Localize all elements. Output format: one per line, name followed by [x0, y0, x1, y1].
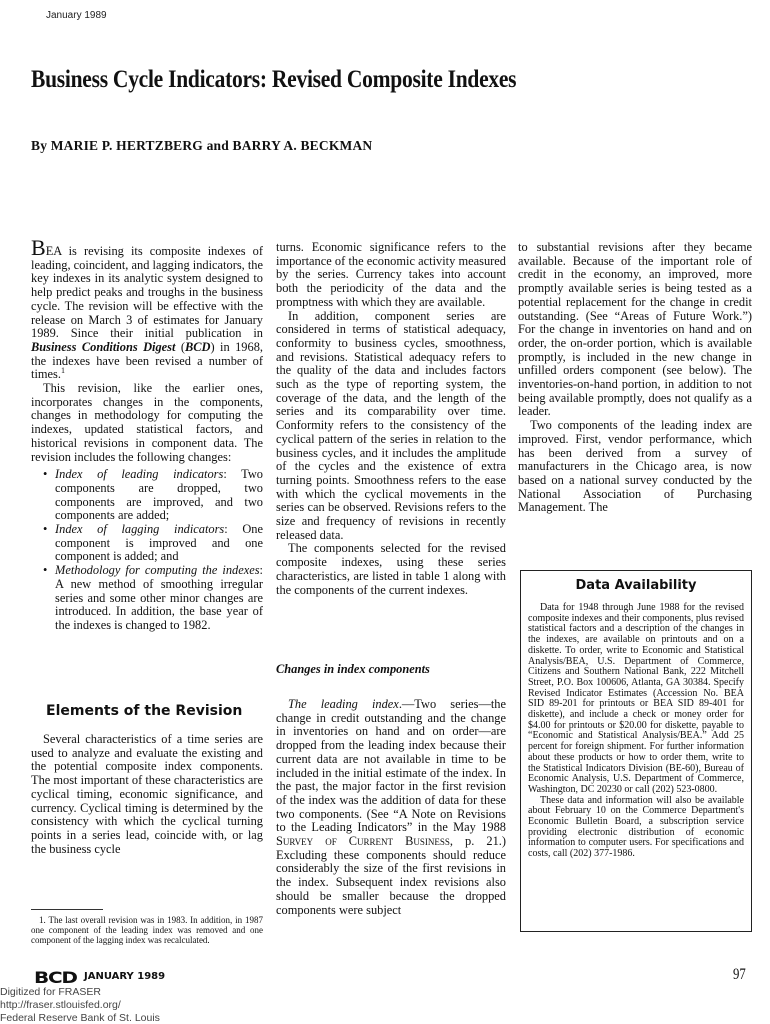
box-paragraph: These data and information will also be available about February 10 on the Commerce Department's Economic Bulletin Board, a subscription service providing electronic distribution of economic information to computer users. For specifications and costs, call (202) 377-1986. — [528, 794, 744, 860]
column-1-continued — [31, 733, 263, 856]
footnote-divider — [31, 909, 103, 910]
byline: By MARIE P. HERTZBERG and BARRY A. BECKMAN — [31, 138, 373, 153]
paragraph: The leading index.—Two series—the change in credit outstanding and the change in inventories on hand and on order—are dropped from the leading index because their current data are not available in time to be included in the initial estimate of the index. In the past, the major factor in the first revision of the index was the addition of data for these two components. (See “A Note on Revisions to the Leading Indicators” in the May 1988 Survey of Current Business, p. 21.) Excluding these components should reduce considerably the size of the first revisions in the index. Subsequent index revisions also should be smaller because the dropped components were subject — [276, 697, 506, 917]
paragraph: This revision, like the earlier ones, incorporates changes in the components, changes in methodology for computing the indexes, updated statistical factors, and historical revisions in component data. The revision includes the following changes: — [31, 381, 263, 464]
section-heading: Elements of the Revision — [46, 703, 243, 719]
column-2-continued — [276, 698, 506, 917]
drop-cap: B — [31, 235, 46, 260]
footnote: 1. The last overall revision was in 1983. In addition, in 1987 one component of the leading index was removed and one component of the lagging index was recalculated. — [31, 915, 263, 945]
fraser-link[interactable]: http://fraser.stlouisfed.org/ — [0, 999, 121, 1011]
page-number: 97 — [733, 966, 746, 983]
box-title: Data Availability — [575, 578, 697, 593]
changes-list — [31, 468, 263, 632]
box-paragraph: Data for 1948 through June 1988 for the revised composite indexes and their components, plus revised statistical factors and a description of the changes in the indexes, are available on printouts and on a diskette. To order, write to Economic and Statistical Analysis/BEA, U.S. Department of Commerce, Citizens and Southern National Bank, 222 Mitchell Street, P.O. Box 100606, Atlanta, GA 30384. Specify Revised Indicator Estimates (Accession No. BEA SID 89-201 for printouts or BEA SID 89-401 for diskette), and include a check or money order for $4.00 for printouts or $20.00 for diskette, payable to “Economic and Statistical Analysis/BEA.” Add 25 percent for foreign shipment. For further information about these products or how to order them, write to the Statistical Indicators Division (BE-60), Bureau of Economic Analysis, U.S. Department of Commerce, Washington, DC 20230 or call (202) 523-0800. — [528, 602, 744, 795]
digitized-notice: Digitized for FRASER — [0, 986, 101, 998]
column-3 — [518, 241, 752, 515]
paragraph: turns. Economic significance refers to the importance of the economic activity measured by the series. Currency takes into account both the periodicity of the data and the promptness with which they are available. — [276, 240, 506, 309]
running-header-date: January 1989 — [46, 10, 107, 21]
article-title: Business Cycle Indicators: Revised Composite Indexes — [31, 66, 517, 93]
list-item: • Index of leading indicators: Two components are dropped, two components are improved, and two components are added; — [55, 468, 263, 523]
list-item: • Methodology for computing the indexes: A new method of smoothing irregular series and some other minor changes are introduced. In addition, the base year of the indexes is changed to 1982. — [55, 564, 263, 633]
publication-name: Business Conditions Digest — [31, 339, 176, 354]
paragraph: to substantial revisions after they became available. Because of the important role of credit in the economy, an improved, more promptly available series is being tested as a potential replacement for the change in credit outstanding. (See “Areas of Future Work.”) For the change in inventories on hand and on order, the on-order portion, which is available promptly, is included in the new change in unfilled orders component (see below). The inventories-on-hand portion, in addition to not being available promptly, does not qualify as a leader. — [518, 240, 752, 419]
subsection-heading: Changes in index components — [276, 662, 430, 676]
paragraph: In addition, component series are considered in terms of statistical adequacy, conformity to business cycles, smoothness, and revisions. Statistical adequacy refers to the quality of the data and includes factors such as the type of reporting system, the coverage of the data, and the length of the series and its comparability over time. Conformity refers to the consistency of the cyclical pattern of the series in relation to the business cycles, and it includes the amplitude of the cycles and the existence of extra turning points. Smoothness refers to the ease with which the cyclical movements in the series can be observed. Revisions refers to the size and frequency of revisions in recently released data. — [276, 308, 506, 542]
paragraph: Two components of the leading index are improved. First, vendor performance, which has been derived from a survey of manufacturers in the Chicago area, is now based on a national survey conducted by the National Association of Purchasing Management. The — [518, 418, 752, 515]
footnote-ref: 1 — [60, 366, 65, 376]
intro-paragraph: BEA is revising its composite indexes of leading, coincident, and lagging indicators, the key indexes in its analytic system designed to help predict peaks and troughs in the business cycle. The revision will be effective with the release on March 3 of estimates for January 1989. Since their initial publication in Business Conditions Digest (BCD) in 1968, the indexes have been revised a number of times.$^1$ — [31, 235, 263, 382]
digitized-source: Federal Reserve Bank of St. Louis — [0, 1012, 160, 1024]
box-body — [528, 603, 744, 860]
paragraph: The components selected for the revised composite indexes, using these series characteristics, are listed in table 1 along with the components of the current indexes. — [276, 541, 506, 597]
footer-date: JANUARY 1989 — [84, 971, 166, 982]
bcd-logo: BCD — [34, 968, 77, 987]
column-2 — [276, 241, 506, 597]
paragraph: Several characteristics of a time series are used to analyze and evaluate the existing and the potential composite index components. The most important of these characteristics are cyclical timing, economic significance, and currency. Cyclical timing is determined by the consistency with which the cyclical turning points in a series lead, coincide with, or lag the business cycle — [31, 732, 263, 856]
column-1 — [31, 235, 263, 633]
list-item: • Index of lagging indicators: One component is improved and one component is added; and — [55, 523, 263, 564]
